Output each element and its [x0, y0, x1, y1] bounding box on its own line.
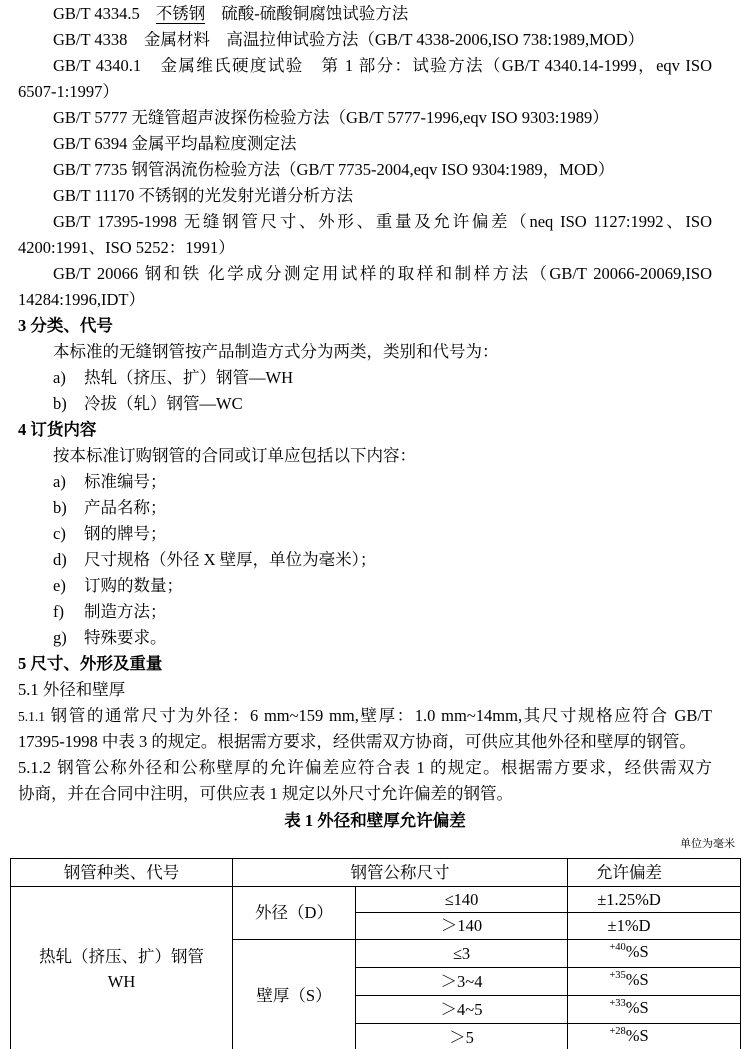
- size-range-cell: ＞4~5: [356, 996, 568, 1024]
- reference-item: GB/T 4340.1 金属维氏硬度试验 第 1 部分：试验方法（GB/T 4340.14-1999，eqv ISO: [53, 56, 712, 75]
- list-item: [18, 469, 712, 495]
- outer-diameter-label: 外径（D）: [233, 887, 356, 940]
- tolerance-unit: %S: [625, 998, 649, 1017]
- document-body: [18, 1, 712, 807]
- tolerance-upper-value: +28: [609, 1026, 626, 1037]
- list-marker: e): [53, 576, 66, 595]
- reference-item-continued: 14284:1996,IDT）: [18, 290, 145, 309]
- list-item: [18, 573, 712, 599]
- list-text: 产品名称；: [84, 498, 167, 517]
- size-range-cell: ＞3~4: [356, 968, 568, 996]
- tolerance-cell: [568, 1024, 741, 1049]
- table-caption: 表 1 外径和壁厚允许偏差: [284, 811, 466, 830]
- list-marker: f): [53, 602, 64, 621]
- list-marker: b): [53, 498, 67, 517]
- size-range-cell: ≤140: [356, 887, 568, 913]
- pipe-type-code: WH: [107, 972, 136, 991]
- reference-item: GB/T 4338 金属材料 高温拉伸试验方法（GB/T 4338-2006,ISO 738:1989,MOD）: [53, 30, 645, 49]
- tolerance-unit: %S: [625, 970, 649, 989]
- reference-item: GB/T 6394 金属平均晶粒度测定法: [53, 134, 297, 153]
- tolerance-unit: %S: [625, 1026, 649, 1045]
- list-item: [18, 495, 712, 521]
- table-unit-note: 单位为毫米: [680, 838, 735, 850]
- clause-number: 5.1.2: [18, 758, 51, 777]
- size-range-cell: ＞5: [356, 1024, 568, 1049]
- tolerance-upper-value: +35: [609, 970, 626, 981]
- list-marker: a): [53, 368, 66, 387]
- reference-item: GB/T 20066 钢和铁 化学成分测定用试样的取样和制样方法（GB/T 20066-20069,ISO: [53, 264, 712, 283]
- pipe-type-label: 热轧（挤压、扩）钢管: [39, 947, 204, 966]
- list-item: [18, 625, 712, 651]
- size-range-cell: ≤3: [356, 940, 568, 968]
- reference-item: GB/T 11170 不锈钢的光发射光谱分析方法: [53, 186, 354, 205]
- header-nominal-size: 钢管公称尺寸: [233, 859, 568, 887]
- list-item: [18, 599, 712, 625]
- clause-5-1-2-continued: 协商，并在合同中注明，可供应表 1 规定以外尺寸允许偏差的钢管。: [18, 784, 513, 803]
- list-marker: b): [53, 394, 67, 413]
- section-3-intro: 本标准的无缝钢管按产品制造方式分为两类，类别和代号为：: [53, 342, 499, 361]
- clause-text: 钢管公称外径和公称壁厚的允许偏差应符合表 1 的规定。根据需方要求，经供需双方: [56, 758, 712, 777]
- list-marker: a): [53, 472, 66, 491]
- reference-item-continued: 4200:1991、ISO 5252：1991）: [18, 238, 235, 257]
- section-3-heading: 3 分类、代号: [18, 316, 113, 335]
- pipe-type-cell: [11, 887, 233, 1049]
- tolerance-cell: [568, 996, 741, 1024]
- reference-item: GB/T 5777 无缝管超声波探伤检验方法（GB/T 5777-1996,eqv ISO 9303:1989）: [53, 108, 609, 127]
- reference-item: GB/T 17395-1998 无缝钢管尺寸、外形、重量及允许偏差（neq ISO 1127:1992、ISO: [53, 212, 712, 231]
- list-item: [18, 547, 712, 573]
- reference-marked-term: 不锈钢: [155, 4, 206, 23]
- reference-title: 硫酸-硫酸铜腐蚀试验方法: [221, 4, 409, 23]
- tolerance-cell: [568, 940, 741, 968]
- list-text: 钢的牌号；: [84, 524, 167, 543]
- section-5-heading: 5 尺寸、外形及重量: [18, 654, 163, 673]
- list-marker: d): [53, 550, 67, 569]
- tolerance-cell: ±1.25%D: [568, 887, 741, 913]
- tolerance-cell: ±1%D: [568, 913, 741, 940]
- tolerance-unit: %S: [625, 942, 649, 961]
- tolerance-cell: [568, 968, 741, 996]
- list-marker: c): [53, 524, 66, 543]
- list-text: 冷拔（轧）钢管—WC: [84, 394, 243, 413]
- tolerance-table: [10, 858, 741, 1049]
- reference-item: [18, 1, 712, 27]
- list-text: 尺寸规格（外径 X 壁厚，单位为毫米）；: [84, 550, 377, 569]
- reference-item: GB/T 7735 钢管涡流伤检验方法（GB/T 7735-2004,eqv ISO 9304:1989，MOD）: [53, 160, 615, 179]
- clause-text: 钢管的通常尺寸为外径：6 mm~159 mm,壁厚：1.0 mm~14mm,其尺寸规格应符合 GB/T: [49, 706, 712, 725]
- list-item: [18, 365, 712, 391]
- clause-5-1-2: [18, 755, 712, 781]
- clause-5-1-1-continued: 17395-1998 中表 3 的规定。根据需方要求，经供需双方协商，可供应其他外径和壁厚的钢管。: [18, 732, 696, 751]
- tolerance-upper-value: +33: [609, 998, 626, 1009]
- section-4-heading: 4 订货内容: [18, 420, 97, 439]
- reference-item-continued: 6507-1:1997）: [18, 82, 119, 101]
- list-item: [18, 521, 712, 547]
- list-marker: g): [53, 628, 67, 647]
- list-text: 特殊要求。: [84, 628, 167, 647]
- tolerance-upper-value: +40: [609, 942, 626, 953]
- list-text: 热轧（挤压、扩）钢管—WH: [84, 368, 293, 387]
- clause-number: 5.1.1: [18, 709, 45, 724]
- table-row: [11, 887, 741, 913]
- size-range-cell: ＞140: [356, 913, 568, 940]
- wall-thickness-label: 壁厚（S）: [233, 940, 356, 1049]
- header-pipe-type: 钢管种类、代号: [11, 859, 233, 887]
- table-header-row: [11, 859, 741, 887]
- clause-5-1-1: [18, 703, 712, 729]
- list-item: [18, 391, 712, 417]
- reference-code: GB/T 4334.5: [53, 4, 140, 23]
- subsection-5-1-heading: 5.1 外径和壁厚: [18, 680, 126, 699]
- list-text: 制造方法；: [84, 602, 167, 621]
- section-4-intro: 按本标准订购钢管的合同或订单应包括以下内容：: [53, 446, 416, 465]
- list-text: 标准编号；: [84, 472, 167, 491]
- list-text: 订购的数量；: [84, 576, 183, 595]
- header-tolerance: 允许偏差: [568, 859, 741, 887]
